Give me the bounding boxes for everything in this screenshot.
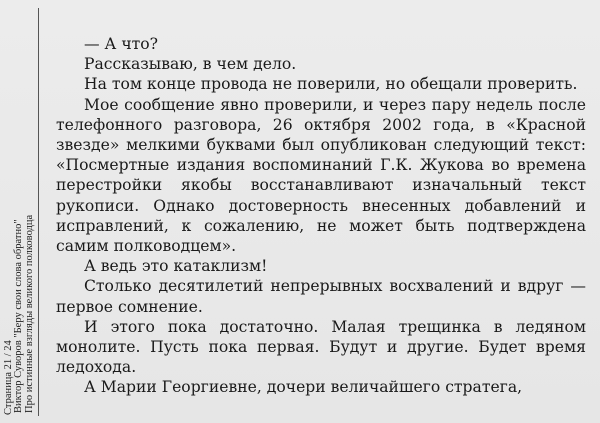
paragraph: Мое сообщение явно проверили, и через пару недель после телефонного разговора, 26 октября 2002 года, в «Красной звезде» мелкими буквами был опубликован следующий текст: «Посмертные издания воспоминаний Г.К. Жукова во времена перестройки якобы восстанавливают изначальный текст рукописи. Однако достоверность внесенных добавлений и исправлений, к сожалению, не может быть подтверждена самим полководцем». (56, 95, 586, 256)
page-indicator: Страница 21 / 24 (3, 340, 14, 415)
book-subtitle: Про истинные взгляды великого полководца (24, 214, 35, 413)
book-title: Виктор Суворов "Беру свои слова обратно" (13, 219, 24, 413)
paragraph: А ведь это катаклизм! (84, 257, 268, 276)
paragraph: Рассказываю, в чем дело. (84, 55, 297, 74)
paragraph: И этого пока достаточно. Малая трещинка в ледяном монолите. Пусть пока первая. Будут и другие. Будет время ледохода. (56, 317, 586, 377)
paragraph: А Марии Георгиевне, дочери величайшего стратега, (84, 378, 523, 397)
paragraph: — А что? (84, 35, 159, 53)
paragraph: На том конце провода не поверили, но обещали проверить. (84, 75, 578, 94)
paragraph: Столько десятилетий непрерывных восхвалений и вдруг — первое сомнение. (56, 277, 586, 316)
page-text (56, 34, 586, 398)
sidebar (0, 0, 42, 423)
sidebar-divider (38, 8, 39, 416)
